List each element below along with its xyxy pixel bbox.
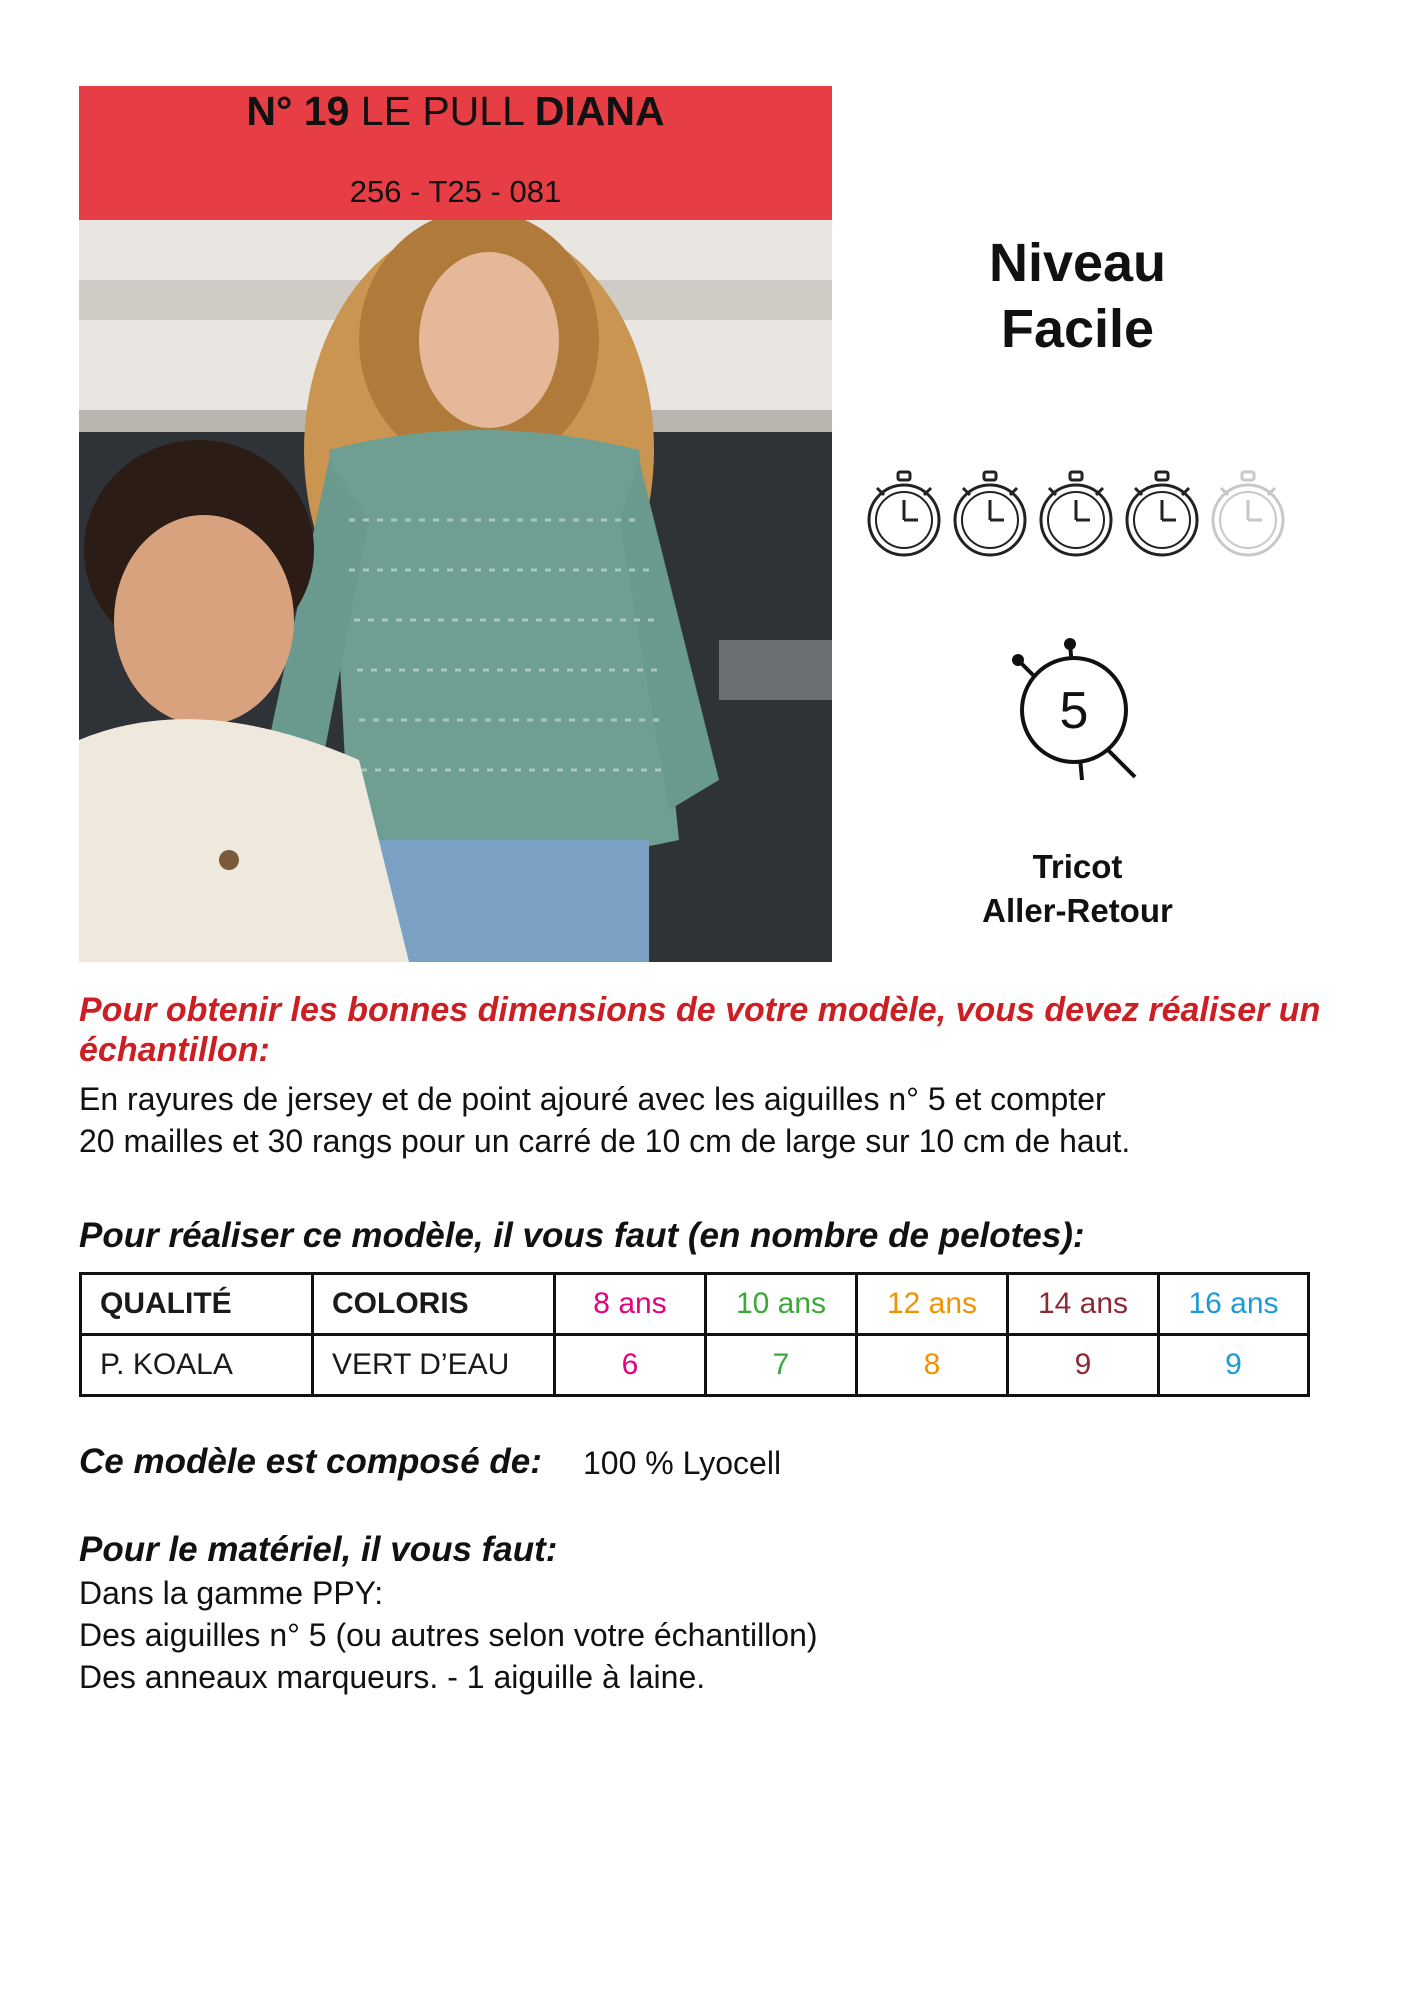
pattern-title: [79, 86, 832, 136]
stopwatch-empty-icon: [1209, 470, 1287, 560]
cell-quantity: 7: [706, 1335, 857, 1396]
material-line: Des aiguilles n° 5 (ou autres selon votre échantillon): [79, 1617, 818, 1653]
composition-title: Ce modèle est composé de:: [79, 1442, 542, 1481]
technique-line1: Tricot: [1032, 848, 1123, 885]
material-title: Pour le matériel, il vous faut:: [79, 1530, 558, 1569]
model-photo: [79, 220, 832, 962]
table-header-row: [81, 1274, 1309, 1335]
yarn-title: Pour réaliser ce modèle, il vous faut (en nombre de pelotes):: [79, 1216, 1085, 1255]
cell-quantity: 9: [1008, 1335, 1159, 1396]
technique-line2: Aller-Retour: [982, 892, 1173, 929]
header-quality: QUALITÉ: [81, 1274, 313, 1335]
gauge-line-1: En rayures de jersey et de point ajouré avec les aiguilles n° 5 et compter: [79, 1081, 1106, 1117]
header-color: COLORIS: [313, 1274, 555, 1335]
gauge-intro: Pour obtenir les bonnes dimensions de votre modèle, vous devez réaliser un échantillon:: [79, 991, 1321, 1069]
level-value: Facile: [1000, 299, 1155, 359]
pattern-reference: 256 - T25 - 081: [349, 174, 562, 209]
header-size: 16 ans: [1159, 1274, 1309, 1335]
yarn-table: [79, 1272, 1310, 1397]
header-size: 12 ans: [857, 1274, 1008, 1335]
material-line: Dans la gamme PPY:: [79, 1575, 384, 1611]
table-row: [81, 1335, 1309, 1396]
level-label: Niveau: [988, 233, 1167, 293]
model-photo-illustration: [79, 220, 832, 962]
needle-size-icon: [1010, 632, 1140, 782]
header-size: 8 ans: [555, 1274, 706, 1335]
pattern-number: N° 19: [246, 88, 350, 134]
stopwatch-icon: [865, 470, 943, 560]
technique: [940, 845, 1215, 933]
composition-value: 100 % Lyocell: [583, 1445, 782, 1481]
cell-color: VERT D’EAU: [313, 1335, 555, 1396]
cell-quantity: 8: [857, 1335, 1008, 1396]
header-size: 14 ans: [1008, 1274, 1159, 1335]
stopwatch-icon: [1037, 470, 1115, 560]
header-size: 10 ans: [706, 1274, 857, 1335]
cell-quantity: 9: [1159, 1335, 1309, 1396]
needle-size-value: 5: [1059, 682, 1089, 740]
title-plain: LE PULL: [360, 88, 524, 134]
title-banner: [79, 86, 832, 220]
material-line: Des anneaux marqueurs. - 1 aiguille à laine.: [79, 1659, 706, 1695]
time-rating: [865, 470, 1285, 565]
stopwatch-icon: [1123, 470, 1201, 560]
cell-quality: P. KOALA: [81, 1335, 313, 1396]
cell-quantity: 6: [555, 1335, 706, 1396]
stopwatch-icon: [951, 470, 1029, 560]
title-name: DIANA: [534, 88, 665, 134]
gauge-line-2: 20 mailles et 30 rangs pour un carré de 10 cm de large sur 10 cm de haut.: [79, 1123, 1131, 1159]
difficulty-level: [940, 230, 1215, 362]
